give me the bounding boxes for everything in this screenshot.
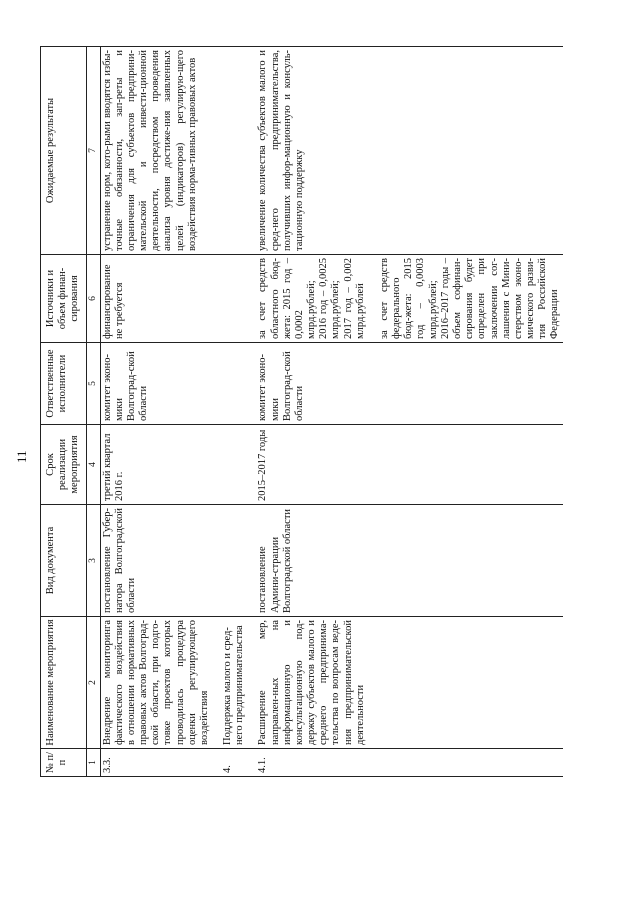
table-row-3-3 [100,47,212,777]
header-doc: Вид документа [41,505,87,617]
row-4-1-exec: комитет эконо-мики Волгоград-ской области [247,343,562,425]
header-row [41,47,87,777]
row-4-1-result: увеличение количества субъектов малого и сред-него предпринимательства, получивших инфор-мационную и консуль-тационную поддержку [247,47,562,255]
header-num: № п/п [41,749,87,777]
page-number: 11 [14,450,29,463]
header-finance: Источники и объем финан-сирования [41,255,87,343]
colnum-2: 2 [86,617,100,749]
header-exec: Ответственные исполнители [41,343,87,425]
colnum-1: 1 [86,749,100,777]
row-3-3-doc: постановление Губер-натора Волгоградской области [100,505,212,617]
header-result: Ожидаемые результаты [41,47,87,255]
row-3-3-exec: комитет эконо-мики Волгоград-ской области [100,343,212,425]
header-term: Срок реализации мероприятия [41,425,87,505]
row-3-3-term: третий квартал 2016 г. [100,425,212,505]
row-4-num: 4. [212,749,247,777]
colnum-7: 7 [86,47,100,255]
table-row-4 [212,47,247,777]
row-3-3-num: 3.3. [100,749,212,777]
colnum-5: 5 [86,343,100,425]
row-4-name: Поддержка малого и сред-него предпринимательства [212,617,247,749]
colnum-3: 3 [86,505,100,617]
row-3-3-name: Внедрение мониторинга фактического воздействия в отношении нормативных правовых актов Волгоград-ской области, при подго-товке проектов которых проводилась процедура оценки регулирующего воздействия [100,617,212,749]
action-plan-table [40,46,563,777]
row-4-1-finance [247,255,562,343]
row-3-3-finance: финансирование не требуется [100,255,212,343]
row-4-1-doc: постановление Админи-страции Волгоградской области [247,505,562,617]
row-4-1-finance-regional: за счет средств областного бюд-жета: 2015 год – 0,0002 млрд.рублей; 2016 год – 0,0025 млрд.рублей; 2017 год – 0,002 млрд.рублей [257,258,366,339]
header-name: Наименование мероприятия [41,617,87,749]
row-4-1-finance-federal: за счет средств федерального бюд-жета: 2015 год – 0,0003 млрд.рублей; 2016–2017 годы – объем софинан-сирования будет определен при заключении сог-лашения с Мини-стерством эконо-мического разви-тия Российской Федерации [378,258,561,339]
row-4-1-term: 2015–2017 годы [247,425,562,505]
colnum-6: 6 [86,255,100,343]
colnum-4: 4 [86,425,100,505]
table-row-4-1 [247,47,562,777]
row-4-1-num: 4.1. [247,749,562,777]
row-4-1-name: Расширение мер, направлен-ных на информационную и консультационную под-держку субъектов малого и среднего предпринима-тельства по вопросам веде-ния предпринимательской деятельности [247,617,562,749]
column-number-row [86,47,100,777]
row-3-3-result: устранение норм, кото-рыми вводятся избы-точные обязанности, зап-реты и ограничения для субъектов предприни-мательской и инвести-ционной деятельности, посредством проведения анализа уровня достиже-ния заявленных целей (индикаторов) регулирую-щего воздействия норма-тивных правовых актов [100,47,212,255]
